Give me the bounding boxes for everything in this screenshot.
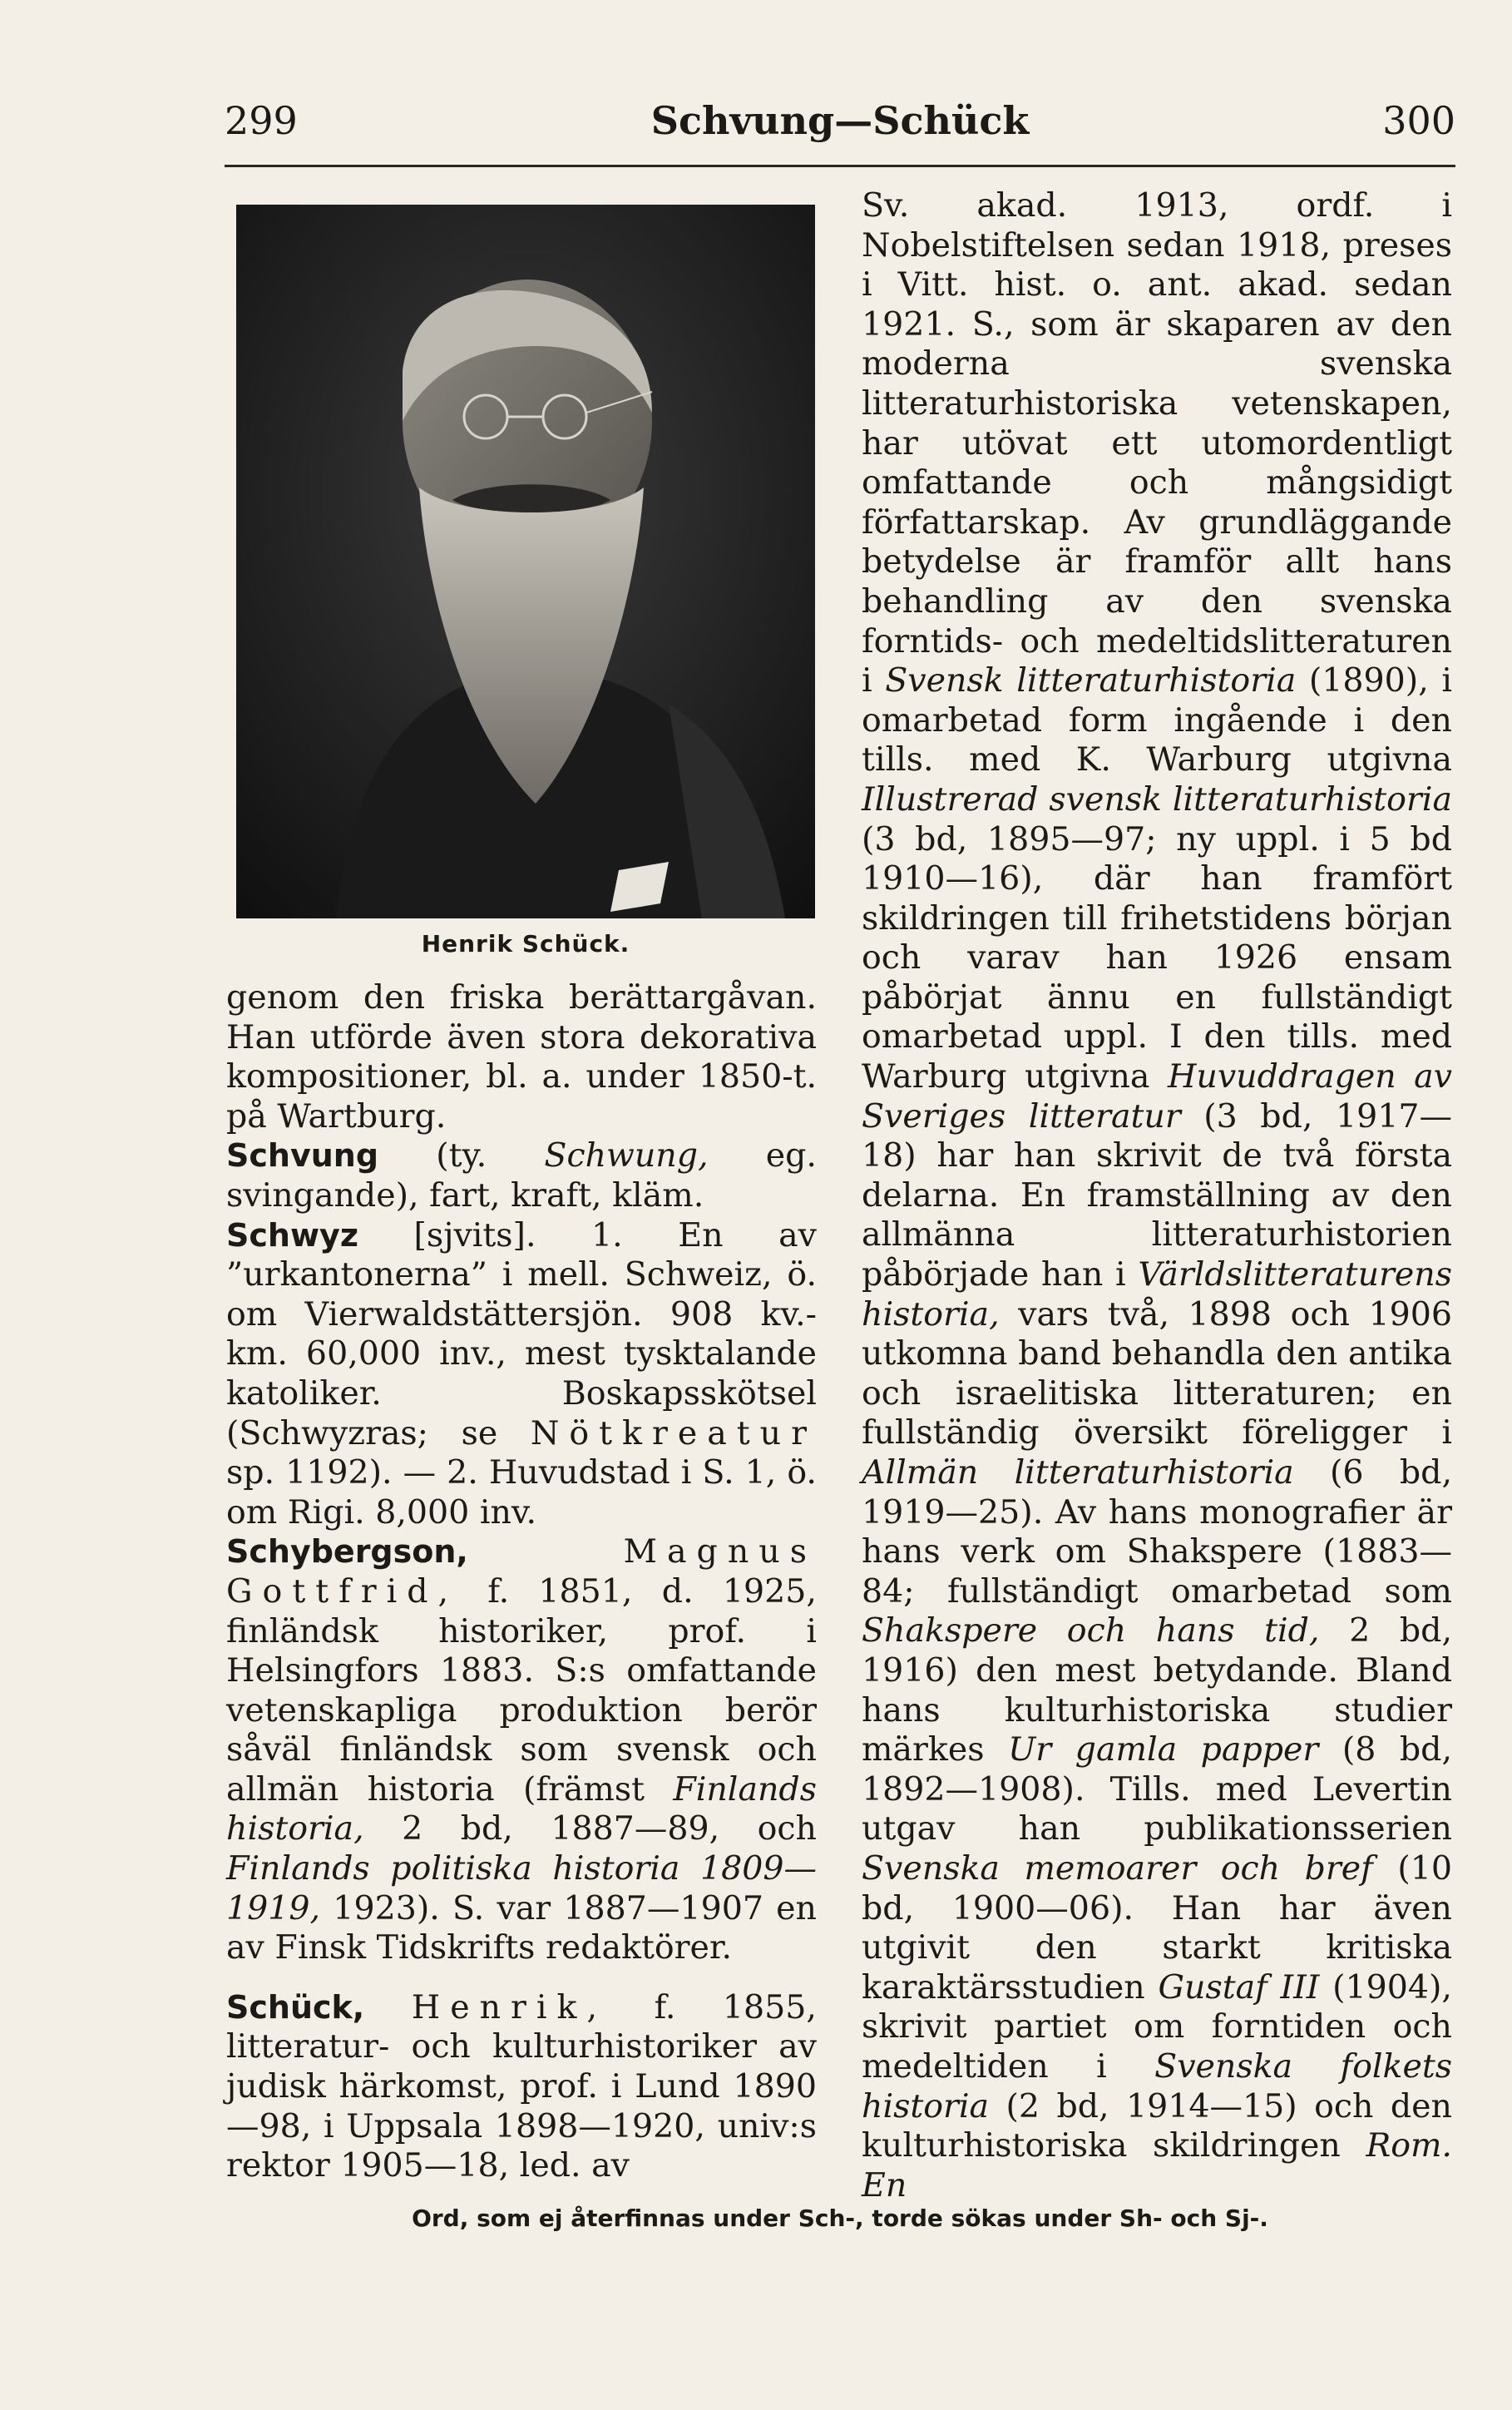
photo-caption: Henrik Schück. [421, 930, 630, 958]
entry-schwyz: Schwyz [sjvits]. 1. En av ”urkantonerna” i mell. Schweiz, ö. om Vierwaldstättersjön. 908 kv.-km. 60,000 inv., mest tysktalande katoliker. Boskapsskötsel (Schwyzras; se Nötkreatur sp. 1192). — 2. Huvudstad i S. 1, ö. om Rigi. 8,000 inv. [226, 1215, 817, 1532]
running-header [225, 98, 1455, 156]
entry-schybergson: Schybergson, Magnus Gottfrid, f. 1851, d. 1925, finländsk historiker, prof. i Helsingfors 1883. S:s omfattande vetenskapliga produktion berör såväl finländsk som svensk och allmän historia (främst Finlands historia, 2 bd, 1887—89, och Finlands politiska historia 1809—1919, 1923). S. var 1887—1907 en av Finsk Tidskrifts redaktörer. [226, 1532, 817, 1967]
given-name: Henrik, [411, 1987, 608, 2026]
entry-schuck-continued: Sv. akad. 1913, ordf. i Nobelstiftelsen sedan 1918, preses i Vitt. hist. o. ant. akad. sedan 1921. S., som är skaparen av den moderna svenska litteraturhistoriska vetenskapen, har utövat ett utomordentligt omfattande och mångsidigt författarskap. Av grundläggande betydelse är framför allt hans behandling av den svenska forntids- och medeltidslitteraturen i Svensk litteraturhistoria (1890), i omarbetad form ingående i den tills. med K. Warburg utgivna Illustrerad svensk litteraturhistoria (3 bd, 1895—97; ny uppl. i 5 bd 1910—16), där han framfört skildringen till frihetstidens början och varav han 1926 ensam påbörjat ännu en fullständigt omarbetad uppl. I den tills. med Warburg utgivna Huvuddragen av Sveriges litteratur (3 bd, 1917—18) har han skrivit de två första delarna. En framställning av den allmänna litteraturhistorien påbörjade han i Världslitteraturens historia, vars två, 1898 och 1906 utkomna band behandla den antika och israelitiska litteraturen; en fullständig översikt föreligger i Allmän litteraturhistoria (6 bd, 1919—25). Av hans monografier är hans verk om Shakspere (1883—84; fullständigt omarbetad som Shakspere och hans tid, 2 bd, 1916) den mest betydande. Bland hans kulturhistoriska studier märkes Ur gamla papper (8 bd, 1892—1908). Tills. med Levertin utgav han publikationsserien Svenska memoarer och bref (10 bd, 1900—06). Han har även utgivit den starkt kritiska karaktärsstudien Gustaf III (1904), skrivit partiet om forntiden och medeltiden i Svenska folkets historia (2 bd, 1914—15) och den kulturhistoriska skildringen Rom. En [862, 186, 1452, 2205]
portrait-photo [236, 205, 815, 918]
entry-schuck: Schück, Henrik, f. 1855, litteratur- och kulturhistoriker av judisk härkomst, prof. i Lund 1890—98, i Uppsala 1898—1920, univ:s rektor 1905—18, led. av [226, 1987, 817, 2185]
headword-schuck: Schück, [226, 1988, 365, 2026]
headword-schvung: Schvung [226, 1137, 379, 1175]
entry-schvung: Schvung (ty. Schwung, eg. svingande), fart, kraft, kläm. [226, 1136, 817, 1215]
given-names: Magnus Gottfrid, [226, 1532, 817, 1611]
left-page-number: 299 [225, 98, 298, 143]
headword-schybergson: Schybergson, [226, 1533, 468, 1571]
right-column [862, 186, 1452, 2205]
intro-text: genom den friska berättargåvan. Han utförde även stora dekorativa kompositioner, bl. a. under 1850-t. på Wartburg. [226, 978, 817, 1136]
header-rule [225, 165, 1455, 167]
right-page-number: 300 [1382, 98, 1455, 143]
portrait-image [236, 205, 815, 918]
cross-reference: Nötkreatur [530, 1413, 817, 1452]
left-column [226, 978, 817, 2186]
running-title: Schvung—Schück [650, 98, 1030, 143]
headword-schwyz: Schwyz [226, 1216, 358, 1254]
page-footer-note: Ord, som ej återfinnas under Sch-, torde sökas under Sh- och Sj-. [412, 2205, 1268, 2232]
